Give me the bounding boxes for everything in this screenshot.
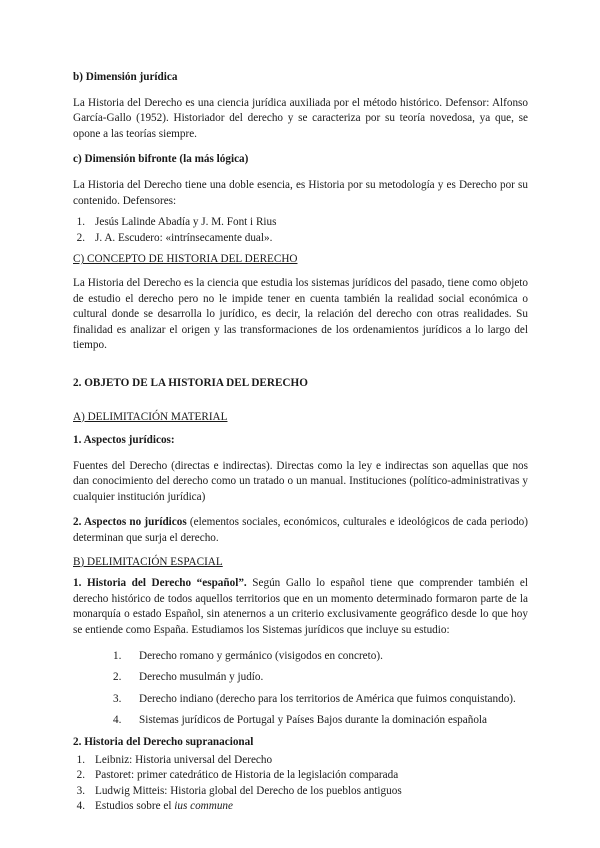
list-item: 3. Ludwig Mitteis: Historia global del Derecho de los pueblos antiguos [76,784,402,797]
list-item: 2. Pastoret: primer catedrático de Historia de la legislación comparada [76,769,399,782]
section-heading-concepto: C) CONCEPTO DE HISTORIA DEL DERECHO [73,253,298,266]
section-heading-dimension-bifronte: c) Dimensión bifronte (la más lógica) [73,153,249,166]
subheading-aspectos-no-juridicos: 2. Aspectos no jurídicos [73,516,187,529]
supranacional-list [73,753,528,815]
section-heading-delimitacion-espacial: B) DELIMITACIÓN ESPACIAL [73,555,223,568]
section-heading-objeto: 2. OBJETO DE LA HISTORIA DEL DERECHO [73,376,308,389]
defensores-list [73,215,528,246]
list-item: 3. Derecho indiano (derecho para los territorios de América que fuimos conquistando). [113,692,516,705]
document-page [73,70,528,815]
ius-commune-term: ius commune [174,800,233,813]
section-heading-dimension-juridica: b) Dimensión jurídica [73,71,178,83]
paragraph-aspectos-juridicos: Fuentes del Derecho (directas e indirectas). Directas como la ley e indirectas son aquellas que nos dan conocimiento del derecho como un tratado o un manual. Instituciones (político-administrativas y cualquier institución jurídica) [73,459,528,503]
list-item: 2. Derecho musulmán y judío. [113,671,264,684]
paragraph-concepto: La Historia del Derecho es la ciencia que estudia los sistemas jurídicos del pasado, tiene como objeto de estudio el derecho pero no le impide tener en cuenta también la realidad social económica o cultural donde se desarrolla lo jurídico, es decir, la relación del derecho con otras realidades. Su finalidad es analizar el origen y las transformaciones de los ordenamientos jurídicos a lo largo del tiempo. [73,276,528,352]
list-item: 1. Jesús Lalinde Abadía y J. M. Font i Rius [76,216,277,229]
paragraph-aspectos-no-juridicos: 2. Aspectos no jurídicos (elementos sociales, económicos, culturales e ideológicos de cada periodo) determinan que surja el derecho. [73,516,528,545]
list-item: 4. Sistemas jurídicos de Portugal y Países Bajos durante la dominación española [113,714,487,727]
subheading-historia-espanol: 1. Historia del Derecho “español”. [73,577,247,590]
paragraph-historia-espanol: 1. Historia del Derecho “español”. Según Gallo lo español tiene que comprender también el derecho histórico de todos aquellos territorios que en un momento determinado formaron parte de la monarquía o estado Español, sin atenernos a un criterio exclusivamente geográfico desde lo que hoy se entiende como España. Estudiamos los Sistemas jurídicos que incluye su estudio: [73,577,529,637]
paragraph-dimension-bifronte: La Historia del Derecho tiene una doble esencia, es Historia por su metodología y es Derecho por su contenido. Defensores: [73,178,528,207]
subheading-aspectos-juridicos: 1. Aspectos jurídicos: [73,434,175,447]
sistemas-juridicos-list [73,649,528,729]
list-item: 4. Estudios sobre el ius commune [76,800,233,813]
list-item: 1. Derecho romano y germánico (visigodos en concreto). [113,649,383,662]
paragraph-dimension-juridica: La Historia del Derecho es una ciencia jurídica auxiliada por el método histórico. Defensor: Alfonso García-Gallo (1952). Historiador del derecho y se caracteriza por su teoría novedosa, ya que, se opone a las teorías siempre. [73,96,528,140]
list-item: 1. Leibniz: Historia universal del Derecho [76,753,273,766]
subheading-supranacional: 2. Historia del Derecho supranacional [73,736,254,748]
list-item: 2. J. A. Escudero: «intrínsecamente dual». [76,231,273,244]
section-heading-delimitacion-material: A) DELIMITACIÓN MATERIAL [73,410,228,423]
